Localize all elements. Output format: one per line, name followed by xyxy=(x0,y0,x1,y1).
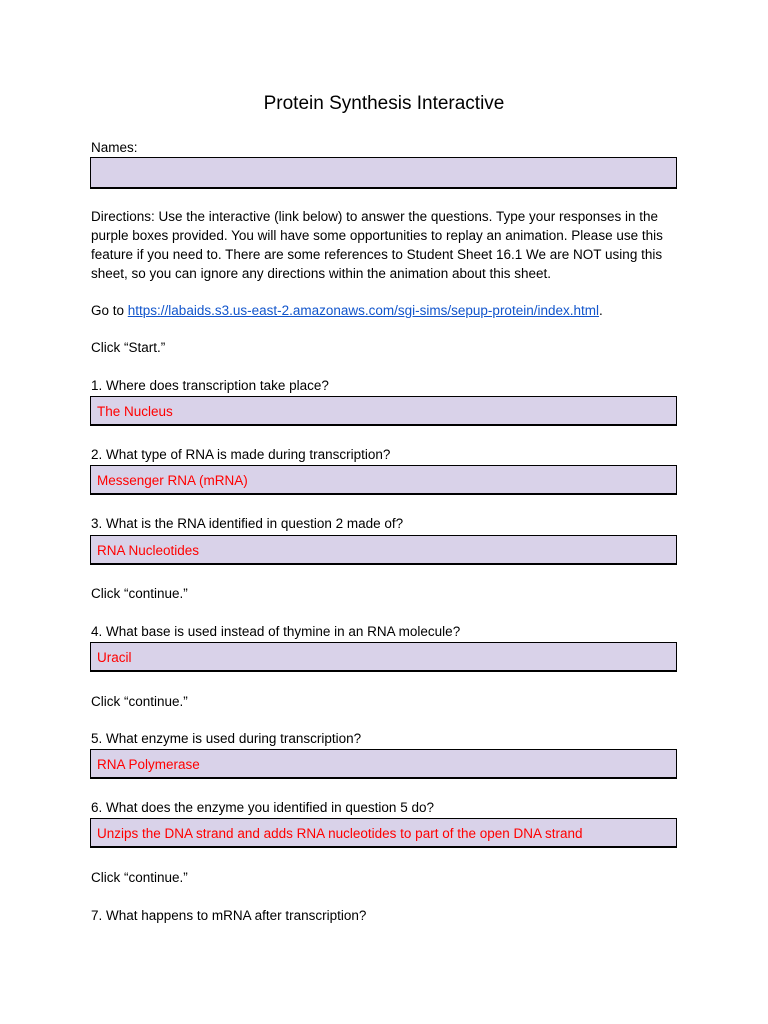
question-1: 1. Where does transcription take place? xyxy=(91,378,329,393)
answer-4: Uracil xyxy=(97,650,132,665)
goto-suffix: . xyxy=(599,303,603,318)
goto-line xyxy=(91,303,603,319)
question-3: 3. What is the RNA identified in question 2 made of? xyxy=(91,516,404,531)
question-2: 2. What type of RNA is made during transcription? xyxy=(91,447,391,462)
answer-box-2[interactable] xyxy=(90,465,677,495)
answer-box-6[interactable] xyxy=(90,818,677,848)
page-title: Protein Synthesis Interactive xyxy=(263,93,505,114)
answer-box-3[interactable] xyxy=(90,535,677,565)
names-label: Names: xyxy=(91,140,138,155)
answer-box-1[interactable] xyxy=(90,396,677,426)
question-6: 6. What does the enzyme you identified in question 5 do? xyxy=(91,800,434,815)
goto-prefix: Go to xyxy=(91,303,128,318)
question-7: 7. What happens to mRNA after transcription? xyxy=(91,908,367,923)
answer-1: The Nucleus xyxy=(97,404,173,419)
answer-5: RNA Polymerase xyxy=(97,757,200,772)
click-continue-instruction-3: Click “continue.” xyxy=(91,870,188,885)
answer-3: RNA Nucleotides xyxy=(97,543,200,558)
names-input[interactable] xyxy=(90,157,677,189)
question-4: 4. What base is used instead of thymine in an RNA molecule? xyxy=(91,624,461,639)
interactive-link[interactable]: https://labaids.s3.us-east-2.amazonaws.com/sgi-sims/sepup-protein/index.html xyxy=(127,303,599,318)
click-continue-instruction-1: Click “continue.” xyxy=(91,586,188,601)
answer-2: Messenger RNA (mRNA) xyxy=(97,473,248,488)
directions-text: Directions: Use the interactive (link below) to answer the questions. Type your responses in the purple boxes provided. You will have some opportunities to replay an animation. Please use this feature if you need to. There are some references to Student Sheet 16.1 We are NOT using this sheet, so you can ignore any directions within the animation about this sheet. xyxy=(91,209,663,281)
answer-box-4[interactable] xyxy=(90,642,677,672)
click-start-instruction: Click “Start.” xyxy=(91,340,166,355)
answer-6: Unzips the DNA strand and adds RNA nucleotides to part of the open DNA strand xyxy=(97,826,583,841)
question-5: 5. What enzyme is used during transcription? xyxy=(91,731,362,746)
answer-box-5[interactable] xyxy=(90,749,677,779)
click-continue-instruction-2: Click “continue.” xyxy=(91,694,188,709)
